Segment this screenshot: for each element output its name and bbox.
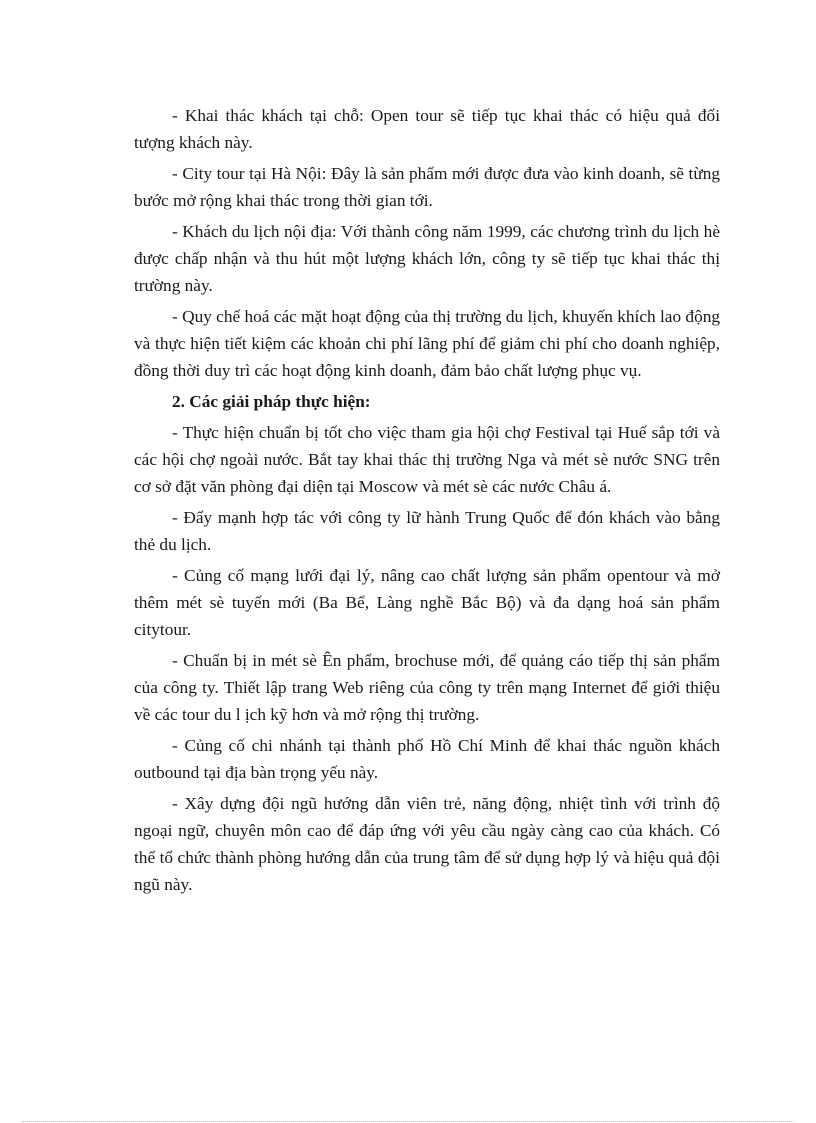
paragraph-city-tour: - City tour tại Hà Nội: Đây là sản phẩm mới được đưa vào kinh doanh, sẽ từng bước mở rộng khai thác trong thời gian tới. bbox=[134, 164, 720, 210]
page-bottom-divider bbox=[22, 1121, 794, 1122]
paragraph-regulation: - Quy chế hoá các mặt hoạt động của thị trường du lịch, khuyến khích lao động và thực hiện tiết kiệm các khoản chi phí lãng phí để giảm chi phí cho doanh nghiệp, đồng thời duy trì các hoạt động kinh doanh, đảm bảo chất lượng phục vụ. bbox=[134, 307, 720, 380]
paragraph-open-tour: - Khai thác khách tại chỗ: Open tour sẽ tiếp tục khai thác có hiệu quả đối tượng khách này. bbox=[134, 106, 720, 152]
section-heading: 2. Các giải pháp thực hiện: bbox=[172, 392, 371, 411]
paragraph-hcm-branch: - Củng cố chi nhánh tại thành phố Hồ Chí Minh để khai thác nguồn khách outbound tại địa bàn trọng yếu này. bbox=[134, 736, 720, 782]
paragraph-domestic-tourists: - Khách du lịch nội địa: Với thành công năm 1999, các chương trình du lịch hè được chấp nhận và thu hút một lượng khách lớn, công ty sẽ tiếp tục khai thác thị trường này. bbox=[134, 222, 720, 295]
paragraph-guide-team: - Xây dựng đội ngũ hướng dẫn viên trẻ, năng động, nhiệt tình với trình độ ngoại ngữ, chuyên môn cao để đáp ứng với yêu cầu ngày càng cao của khách. Có thể tổ chức thành phòng hướng dẫn của trung tâm để sử dụng hợp lý và hiệu quả đội ngũ này. bbox=[134, 794, 720, 894]
paragraph-agent-network: - Củng cố mạng lưới đại lý, nâng cao chất lượng sản phẩm opentour và mở thêm mét sè tuyến mới (Ba Bể, Làng nghề Bắc Bộ) và đa dạng hoá sản phẩm citytour. bbox=[134, 566, 720, 639]
paragraph-brochure-web: - Chuẩn bị in mét sè Ên phẩm, brochuse mới, để quảng cáo tiếp thị sản phẩm của công ty. Thiết lập trang Web riêng của công ty trên mạng Internet để giới thiệu về các tour du l ịch kỹ hơn và mở rộng thị trường. bbox=[134, 651, 720, 724]
document-body bbox=[134, 102, 720, 902]
paragraph-festival: - Thực hiện chuẩn bị tốt cho việc tham gia hội chợ Festival tại Huế sắp tới và các hội chợ ngoài nước. Bắt tay khai thác thị trường Nga và mét sè nước SNG trên cơ sở đặt văn phòng đại diện tại Moscow và mét sè các nước Châu á. bbox=[134, 423, 720, 496]
paragraph-china-cooperation: - Đẩy mạnh hợp tác với công ty lữ hành Trung Quốc để đón khách vào bằng thẻ du lịch. bbox=[134, 508, 720, 554]
